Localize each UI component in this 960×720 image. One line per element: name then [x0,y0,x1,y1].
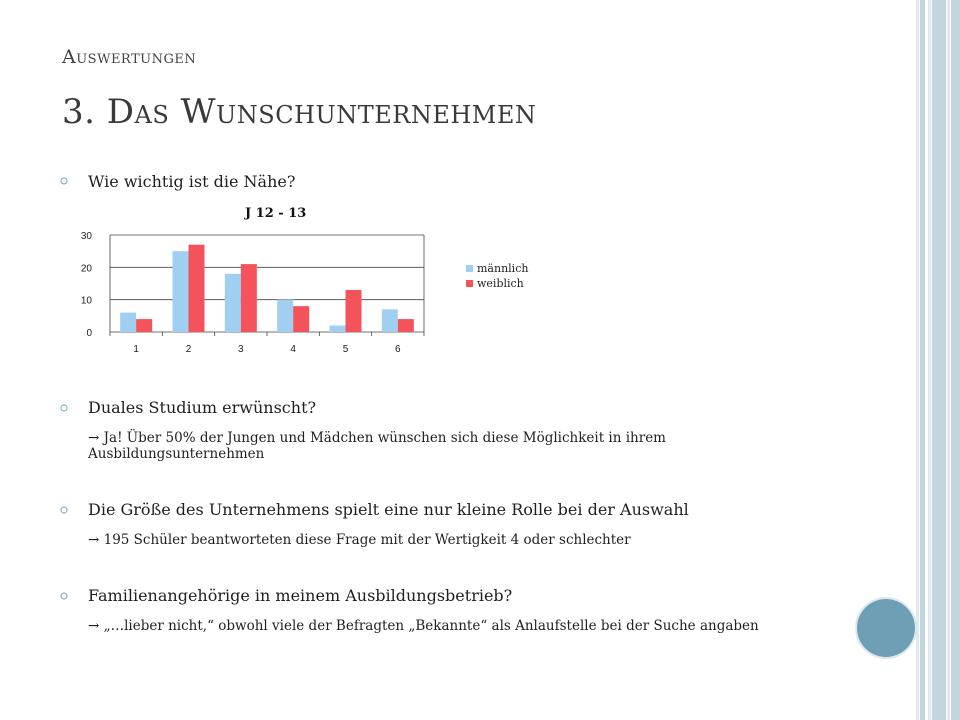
y-tick-label: 10 [80,295,92,307]
x-tick-label: 5 [342,344,349,355]
y-tick-label: 0 [86,328,92,339]
bar-männlich-2 [173,251,189,332]
bar-weiblich-3 [241,264,257,332]
bullet-subtext-4: → „…lieber nicht,“ obwohl viele der Befragten „Bekannte“ als Anlaufstelle bei der Suche angaben [88,618,759,634]
bar-weiblich-5 [346,290,362,332]
decorative-stripes [916,0,960,720]
bar-chart [66,200,566,370]
bullet-text-3: Die Größe des Unternehmens spielt eine nur kleine Rolle bei der Auswahl [88,500,689,519]
bullet-text-2: Duales Studium erwünscht? [88,398,317,417]
bar-weiblich-1 [136,319,152,332]
bullet-icon [60,506,68,514]
bullet-subtext-3: → 195 Schüler beantworteten diese Frage mit der Wertigkeit 4 oder schlechter [88,532,631,548]
bar-männlich-4 [277,300,293,332]
bar-weiblich-6 [398,319,414,332]
legend-swatch [466,265,473,272]
bullet-icon [60,177,68,185]
x-tick-label: 3 [238,344,244,355]
bullet-subtext-2: → Ja! Über 50% der Jungen und Mädchen wünschen sich diese Möglichkeit in ihrem Ausbildungsunternehmen [88,430,666,463]
bullet-icon [60,592,68,600]
bullet-text-4: Familienangehörige in meinem Ausbildungsbetrieb? [88,586,513,605]
bar-männlich-1 [120,313,136,332]
x-tick-label: 6 [395,344,401,355]
y-tick-label: 30 [80,231,92,242]
bar-männlich-3 [225,274,241,332]
legend-swatch [466,280,473,287]
x-tick-label: 2 [185,344,192,355]
chart-title: J 12 - 13 [245,206,307,221]
y-tick-label: 20 [80,263,92,275]
x-tick-label: 1 [133,344,139,355]
slide-title: 3. Das Wunschunternehmen [62,92,537,132]
bullet-text-1: Wie wichtig ist die Nähe? [88,172,296,191]
bar-männlich-5 [330,326,346,332]
slide-subtitle: Auswertungen [62,46,197,68]
bar-weiblich-4 [293,306,309,332]
decorative-circle [857,599,915,657]
legend-label: weiblich [477,277,524,290]
bar-weiblich-2 [189,245,205,332]
x-tick-label: 4 [290,344,296,355]
chart-svg [66,200,566,370]
legend-label: männlich [477,262,529,275]
bar-männlich-6 [382,309,398,332]
bullet-icon [60,404,68,412]
